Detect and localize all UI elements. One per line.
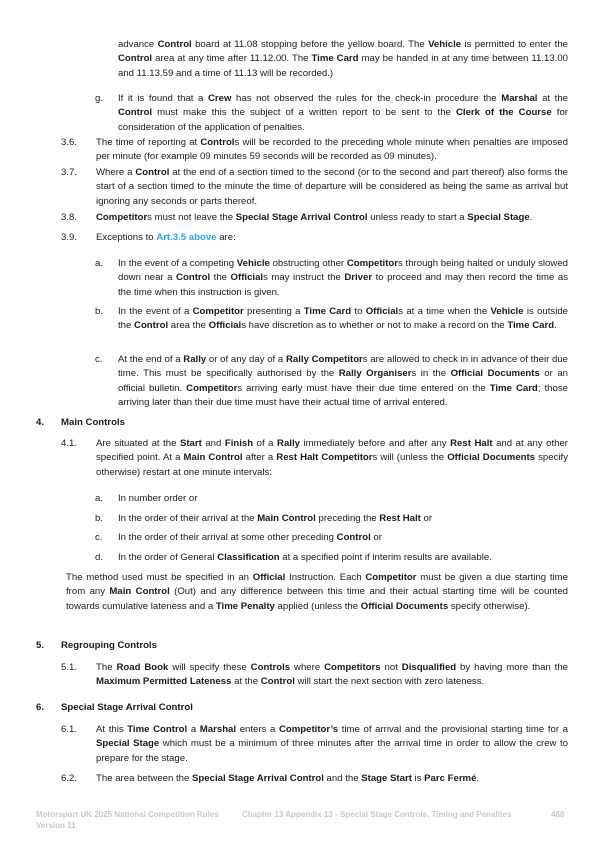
text-segment: obstructing other bbox=[269, 258, 347, 269]
text-segment: the bbox=[210, 272, 231, 284]
text-segment: must make this the subject of a written report to be sent to the bbox=[152, 107, 456, 119]
text-segment: or of any day of a bbox=[206, 354, 286, 365]
defined-term: Clerk of the Course bbox=[455, 107, 552, 119]
defined-term: Control bbox=[176, 272, 211, 284]
text-segment: In the order of General bbox=[118, 552, 218, 563]
defined-term: Time Card bbox=[303, 306, 352, 317]
clause-4-1 bbox=[61, 437, 568, 480]
clause-number: 6.2. bbox=[61, 773, 78, 784]
defined-term: Driver bbox=[344, 272, 373, 284]
text-segment: In the order of their arrival at some other preceding bbox=[118, 532, 337, 543]
text-segment: where bbox=[290, 662, 325, 673]
text-segment: by having more than the bbox=[456, 662, 568, 673]
clause-number: 5.1. bbox=[61, 662, 78, 673]
text-segment: to bbox=[351, 306, 366, 317]
defined-term: Competitor bbox=[192, 306, 244, 317]
text-segment: s must not leave the bbox=[147, 212, 236, 223]
item-text bbox=[118, 92, 568, 135]
item-3-5-g bbox=[95, 92, 568, 135]
defined-term: Vehicle bbox=[236, 258, 270, 269]
clause-number: 6.1. bbox=[61, 724, 78, 735]
clause-number: 3.7. bbox=[61, 167, 78, 178]
defined-term: Vehicle bbox=[490, 306, 524, 317]
item-3-9-b bbox=[95, 305, 568, 334]
text-segment: and the bbox=[323, 773, 362, 784]
text-segment: or bbox=[420, 513, 433, 524]
text-segment: . bbox=[554, 320, 557, 332]
clause-3-8 bbox=[61, 211, 568, 225]
clause-number: 4.1. bbox=[61, 438, 78, 449]
defined-term: Competitor bbox=[186, 382, 238, 394]
text-segment: will specify these bbox=[168, 662, 251, 673]
defined-term: Competitor’s bbox=[278, 724, 339, 735]
clause-3-6 bbox=[61, 136, 568, 165]
defined-term: Rally bbox=[277, 438, 300, 449]
item-text bbox=[118, 512, 568, 526]
defined-term: Control bbox=[260, 676, 295, 688]
section-title: Special Stage Arrival Control bbox=[61, 702, 193, 713]
text-segment: is outside the bbox=[118, 306, 568, 332]
clause-number: 3.9. bbox=[61, 232, 78, 243]
text-segment: s in the bbox=[411, 368, 451, 380]
text-segment: s will (unless the bbox=[372, 452, 448, 464]
defined-term: Competitor bbox=[346, 258, 399, 269]
article-link[interactable]: Art.3.5 above bbox=[156, 232, 217, 243]
defined-term: Controls bbox=[250, 662, 291, 673]
defined-term: Official Documents bbox=[360, 600, 449, 612]
text-segment: unless ready to start a bbox=[367, 212, 468, 223]
text-segment: time of arrival and the provisional starting time for a bbox=[338, 724, 568, 735]
text-segment: at the bbox=[537, 93, 568, 104]
text-segment: which must be a minimum of three minutes after the arrival time in order to allow the crew to prepare for the stage. bbox=[96, 738, 568, 764]
item-letter: a. bbox=[95, 493, 104, 504]
defined-term: Official Documents bbox=[450, 368, 540, 380]
section-5-heading bbox=[36, 639, 336, 653]
item-letter: g. bbox=[95, 93, 104, 104]
text-segment: area the bbox=[168, 320, 209, 332]
defined-term: Rally Organiser bbox=[338, 368, 412, 380]
defined-term: Disqualified bbox=[401, 662, 457, 673]
text-segment: or an official bulletin. bbox=[118, 368, 568, 394]
defined-term: Time Card bbox=[489, 382, 538, 394]
item-4-1-b bbox=[95, 512, 568, 526]
item-letter: a. bbox=[95, 258, 104, 269]
text-segment: is bbox=[411, 773, 425, 784]
text-segment: area at any time after 11.12.00. The bbox=[152, 53, 312, 65]
section-number: 5. bbox=[36, 640, 45, 651]
text-segment: has not observed the rules for the check-in procedure the bbox=[231, 93, 502, 104]
defined-term: Start bbox=[179, 438, 202, 449]
clause-text bbox=[96, 661, 568, 690]
text-segment: may be handed in at any time between 11.13.00 and 11.13.59 and a time of 11.13 will be recorded.) bbox=[118, 53, 568, 79]
clause-3-7 bbox=[61, 166, 568, 209]
text-segment: Are situated at the bbox=[96, 438, 180, 449]
text-segment: s will be recorded to the preceding whole minute when penalties are imposed per minute (for example 09 minutes 59 seconds will be recorded as 09 minutes). bbox=[96, 137, 568, 163]
defined-term: Control bbox=[134, 320, 169, 332]
section-number: 4. bbox=[36, 417, 45, 428]
defined-term: Control bbox=[157, 39, 192, 50]
defined-term: Time Card bbox=[507, 320, 555, 332]
paragraph-3-5-f-continued bbox=[118, 38, 568, 81]
defined-term: Rest Halt bbox=[379, 513, 421, 524]
clause-text bbox=[96, 166, 568, 209]
footer-chapter: Chapter 13 Appendix 13 - Special Stage Controls, Timing and Penalties bbox=[242, 810, 512, 819]
clause-text bbox=[96, 437, 568, 480]
defined-term: Main Control bbox=[257, 513, 316, 524]
text-segment: In number order or bbox=[118, 493, 198, 504]
footer-rules-title: Motorsport UK 2025 National Competition Rules bbox=[36, 810, 219, 819]
text-segment: . bbox=[476, 773, 480, 784]
defined-term: Time Penalty bbox=[215, 600, 275, 612]
text-segment: must be given a due starting time from any bbox=[66, 572, 569, 598]
text-segment: and at any other specified point. At a bbox=[96, 438, 568, 464]
text-segment: at a specified point if interim results are available. bbox=[279, 552, 492, 563]
text-segment: Exceptions to bbox=[96, 232, 157, 243]
defined-term: Control bbox=[200, 137, 235, 148]
clause-5-1 bbox=[61, 661, 568, 690]
defined-term: Rally Competitor bbox=[285, 354, 363, 365]
text-segment: At this bbox=[96, 724, 128, 735]
text-segment: s have discretion as to whether or not to make a record on the bbox=[241, 320, 508, 332]
text-segment: . bbox=[529, 212, 533, 223]
paragraph-method bbox=[66, 571, 568, 614]
item-text bbox=[118, 257, 568, 300]
defined-term: Time Control bbox=[127, 724, 188, 735]
text-segment: The area between the bbox=[96, 773, 193, 784]
text-segment: s are allowed to check in in advance of their due time. This must be specifically authorised by the bbox=[118, 354, 569, 380]
item-letter: b. bbox=[95, 306, 104, 317]
page-number: 488 bbox=[551, 810, 565, 819]
defined-term: Competitor bbox=[96, 212, 148, 223]
item-letter: d. bbox=[95, 552, 104, 563]
clause-text bbox=[96, 136, 568, 165]
text-segment: a bbox=[187, 724, 200, 735]
item-text bbox=[118, 551, 568, 565]
text-segment: after a bbox=[242, 452, 277, 464]
text-segment: If it is found that a bbox=[118, 93, 208, 104]
clause-text bbox=[96, 231, 568, 245]
footer-left bbox=[36, 809, 219, 831]
defined-term: Finish bbox=[224, 438, 254, 449]
defined-term: Main Control bbox=[183, 452, 243, 464]
text-segment: or bbox=[370, 532, 382, 543]
defined-term: Special Stage Arrival Control bbox=[235, 212, 368, 223]
defined-term: Time Card bbox=[311, 53, 359, 65]
defined-term: Control bbox=[118, 107, 153, 119]
item-letter: c. bbox=[95, 532, 103, 543]
defined-term: Rest Halt bbox=[450, 438, 493, 449]
defined-term: Main Control bbox=[109, 586, 170, 598]
clause-number: 3.8. bbox=[61, 212, 78, 223]
defined-term: Rest Halt Competitor bbox=[276, 452, 373, 464]
section-title: Regrouping Controls bbox=[61, 640, 157, 651]
defined-term: Road Book bbox=[116, 662, 169, 673]
section-title: Main Controls bbox=[61, 417, 125, 428]
clause-number: 3.6. bbox=[61, 137, 78, 148]
section-4-heading bbox=[36, 416, 336, 430]
text-segment: will start the next section with zero lateness. bbox=[294, 676, 485, 688]
item-4-1-a bbox=[95, 492, 568, 506]
item-text bbox=[118, 305, 568, 334]
text-segment: ; those arriving later than their due time must have their actual time of arrival entered. bbox=[118, 382, 568, 409]
text-segment: to proceed and may then record the time as the time when this instruction is given. bbox=[118, 272, 569, 298]
text-segment: is permitted to enter the bbox=[461, 39, 568, 50]
defined-term: Official bbox=[365, 306, 399, 317]
defined-term: Official bbox=[208, 320, 242, 332]
defined-term: Marshal bbox=[501, 93, 538, 104]
defined-term: Maximum Permitted Lateness bbox=[96, 676, 232, 688]
text-segment: The method used must be specified in an bbox=[66, 572, 253, 583]
item-letter: b. bbox=[95, 513, 104, 524]
defined-term: Rally bbox=[183, 354, 207, 365]
item-text bbox=[118, 492, 568, 506]
defined-term: Competitors bbox=[324, 662, 381, 673]
defined-term: Vehicle bbox=[428, 39, 462, 50]
defined-term: Official bbox=[230, 272, 264, 284]
text-segment: s at a time when the bbox=[398, 306, 491, 317]
item-3-9-c bbox=[95, 353, 568, 411]
item-letter: c. bbox=[95, 354, 103, 365]
defined-term: Stage Start bbox=[361, 773, 412, 784]
defined-term: Control bbox=[118, 53, 153, 65]
defined-term: Parc Fermé bbox=[424, 773, 477, 784]
section-number: 6. bbox=[36, 702, 45, 713]
defined-term: Special Stage bbox=[96, 738, 160, 750]
defined-term: Control bbox=[135, 167, 170, 178]
text-segment: (Out) and any difference between this time and their actual starting time will be counted towards cumulative lateness and a bbox=[66, 586, 568, 612]
defined-term: Marshal bbox=[199, 724, 237, 735]
footer-version: Version 11 bbox=[36, 821, 76, 830]
clause-text bbox=[96, 211, 568, 225]
defined-term: Crew bbox=[207, 93, 232, 104]
item-4-1-d bbox=[95, 551, 568, 565]
text-segment: At the end of a bbox=[118, 354, 184, 365]
text-segment: s through being halted or unduly slowed down near a bbox=[118, 258, 568, 284]
text-segment: board at 11.08 stopping before the yellow board. The bbox=[191, 39, 429, 50]
defined-term: Official bbox=[252, 572, 286, 583]
text-segment: The bbox=[96, 662, 117, 673]
text-segment: The time of reporting at bbox=[96, 137, 201, 148]
defined-term: Official Documents bbox=[447, 452, 536, 464]
text-segment: not bbox=[380, 662, 402, 673]
text-segment: preceding the bbox=[315, 513, 380, 524]
item-3-9-a bbox=[95, 257, 568, 300]
text-segment: for consideration of the application of penalties. bbox=[118, 107, 568, 133]
clause-6-2 bbox=[61, 772, 568, 786]
defined-term: Classification bbox=[217, 552, 280, 563]
text-segment: are: bbox=[216, 232, 236, 243]
section-6-heading bbox=[36, 701, 336, 715]
clause-text bbox=[96, 723, 568, 766]
text-segment: at the bbox=[231, 676, 261, 688]
clause-6-1 bbox=[61, 723, 568, 766]
item-text bbox=[118, 531, 568, 545]
text-segment: s may instruct the bbox=[263, 272, 345, 284]
text-segment: specify otherwise). bbox=[448, 600, 531, 612]
text-segment: Instruction. Each bbox=[285, 572, 366, 583]
item-text bbox=[118, 353, 568, 411]
text-segment: at the end of a section timed to the second (or to the second and part thereof) also forms the start of a section timed to the minute the time of departure will be considered as being the same as arrival but ignoring any seconds or parts thereof. bbox=[96, 167, 568, 207]
text-segment: s arriving early must have their due time entered on the bbox=[237, 382, 490, 394]
text-segment: of a bbox=[253, 438, 278, 449]
text-segment: applied (unless the bbox=[274, 600, 361, 612]
text-segment: Where a bbox=[96, 167, 136, 178]
item-4-1-c bbox=[95, 531, 568, 545]
defined-term: Special Stage bbox=[467, 212, 530, 223]
text-segment: advance bbox=[118, 39, 158, 50]
text-segment: In the order of their arrival at the bbox=[118, 513, 258, 524]
text-segment: and bbox=[201, 438, 225, 449]
text-segment: immediately before and after any bbox=[299, 438, 451, 449]
clause-text bbox=[96, 772, 568, 786]
text-segment: In the event of a bbox=[118, 306, 193, 317]
text-segment: enters a bbox=[236, 724, 279, 735]
text-segment: In the event of a competing bbox=[118, 258, 237, 269]
text-segment: presenting a bbox=[243, 306, 304, 317]
defined-term: Competitor bbox=[365, 572, 417, 583]
clause-3-9 bbox=[61, 231, 568, 245]
defined-term: Special Stage Arrival Control bbox=[192, 773, 324, 784]
defined-term: Control bbox=[336, 532, 371, 543]
text-segment: specify otherwise) restart at one minute intervals: bbox=[96, 452, 568, 478]
